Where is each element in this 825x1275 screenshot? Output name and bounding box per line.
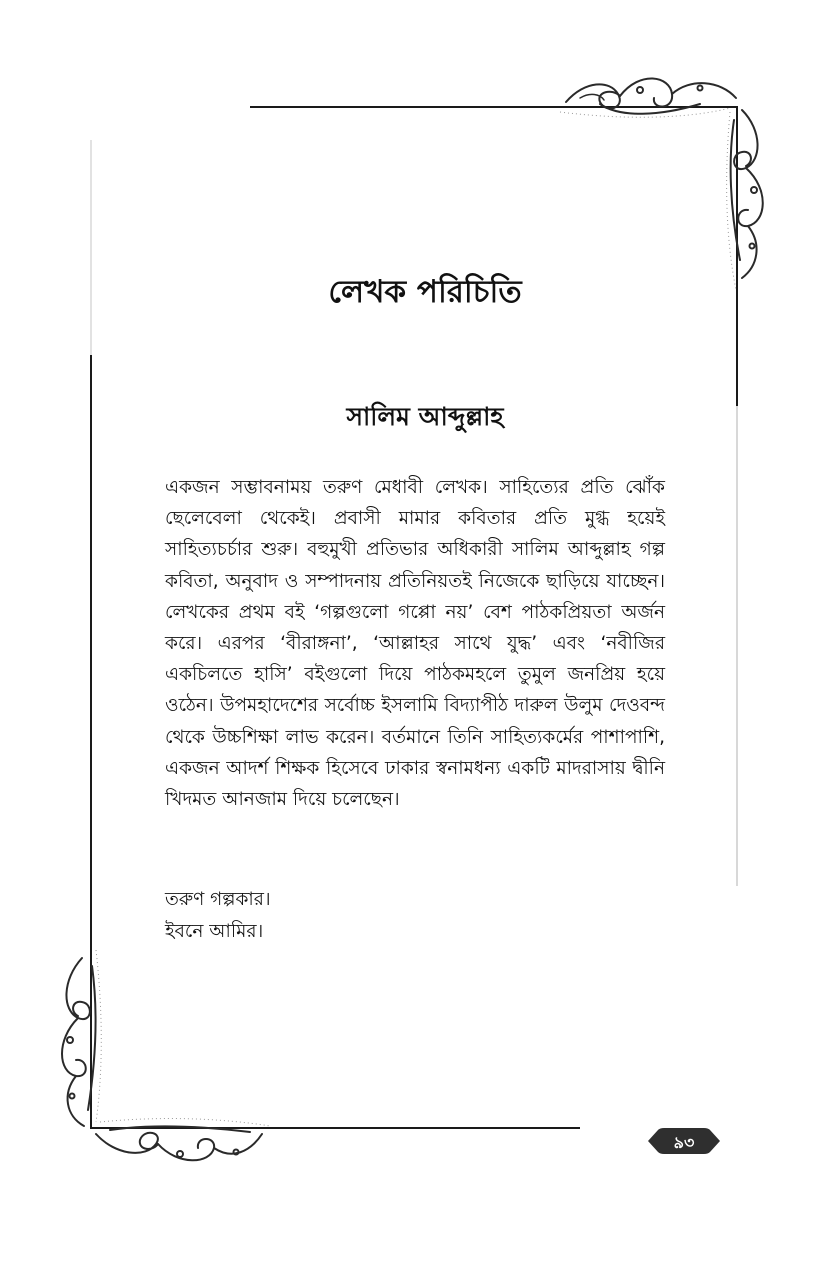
page-title: লেখক পরিচিতি (328, 274, 522, 310)
ornament-bottom-left-scroll (96, 1133, 158, 1153)
author-biography: একজন সম্ভাবনাময় তরুণ মেধাবী লেখক। সাহিত্যের প্রতি ঝোঁক ছেলেবেলা থেকেই। প্রবাসী মামার কবিতার প্রতি মুগ্ধ হয়েই সাহিত্যচর্চার শুরু। বহুমুখী প্রতিভার অধিকারী সালিম আব্দুল্লাহ গল্প কবিতা, অনুবাদ ও সম্পাদনায় প্রতিনিয়তই নিজেকে ছাড়িয়ে যাচ্ছেন। লেখকের প্রথম বই ‘গল্পগুলো গপ্পো নয়’ বেশ পাঠকপ্রিয়তা অর্জন করে। এরপর ‘বীরাঙ্গনা’, ‘আল্লাহর সাথে যুদ্ধ’ এবং ‘নবীজির একচিলতে হাসি’ বইগুলো দিয়ে পাঠকমহলে তুমুল জনপ্রিয় হয়ে ওঠেন। উপমহাদেশের সর্বোচ্চ ইসলামি বিদ্যাপীঠ দারুল উলুম দেওবন্দ থেকে উচ্চশিক্ষা লাভ করেন। বর্তমানে তিনি সাহিত্যকর্মের পাশাপাশি, একজন আদর্শ শিক্ষক হিসেবে ঢাকার স্বনামধন্য একটি মাদরাসায় দ্বীনি খিদমত আনজাম দিয়ে চলেছেন। (165, 477, 665, 811)
ornament-right-top-scroll (734, 110, 757, 169)
page-number-badge (648, 1126, 720, 1156)
signoff-line: ইবনে আমির। (165, 921, 264, 942)
signoff-line: তরুণ গল্পকার। (165, 889, 271, 910)
page-number: ৯৩ (673, 1133, 695, 1152)
ornament-left-bottom-scroll (66, 958, 89, 1019)
ornament-top-right-scroll (566, 84, 620, 108)
signoff (165, 884, 565, 948)
author-name: সালিম আব্দুল্লাহ (346, 402, 504, 431)
